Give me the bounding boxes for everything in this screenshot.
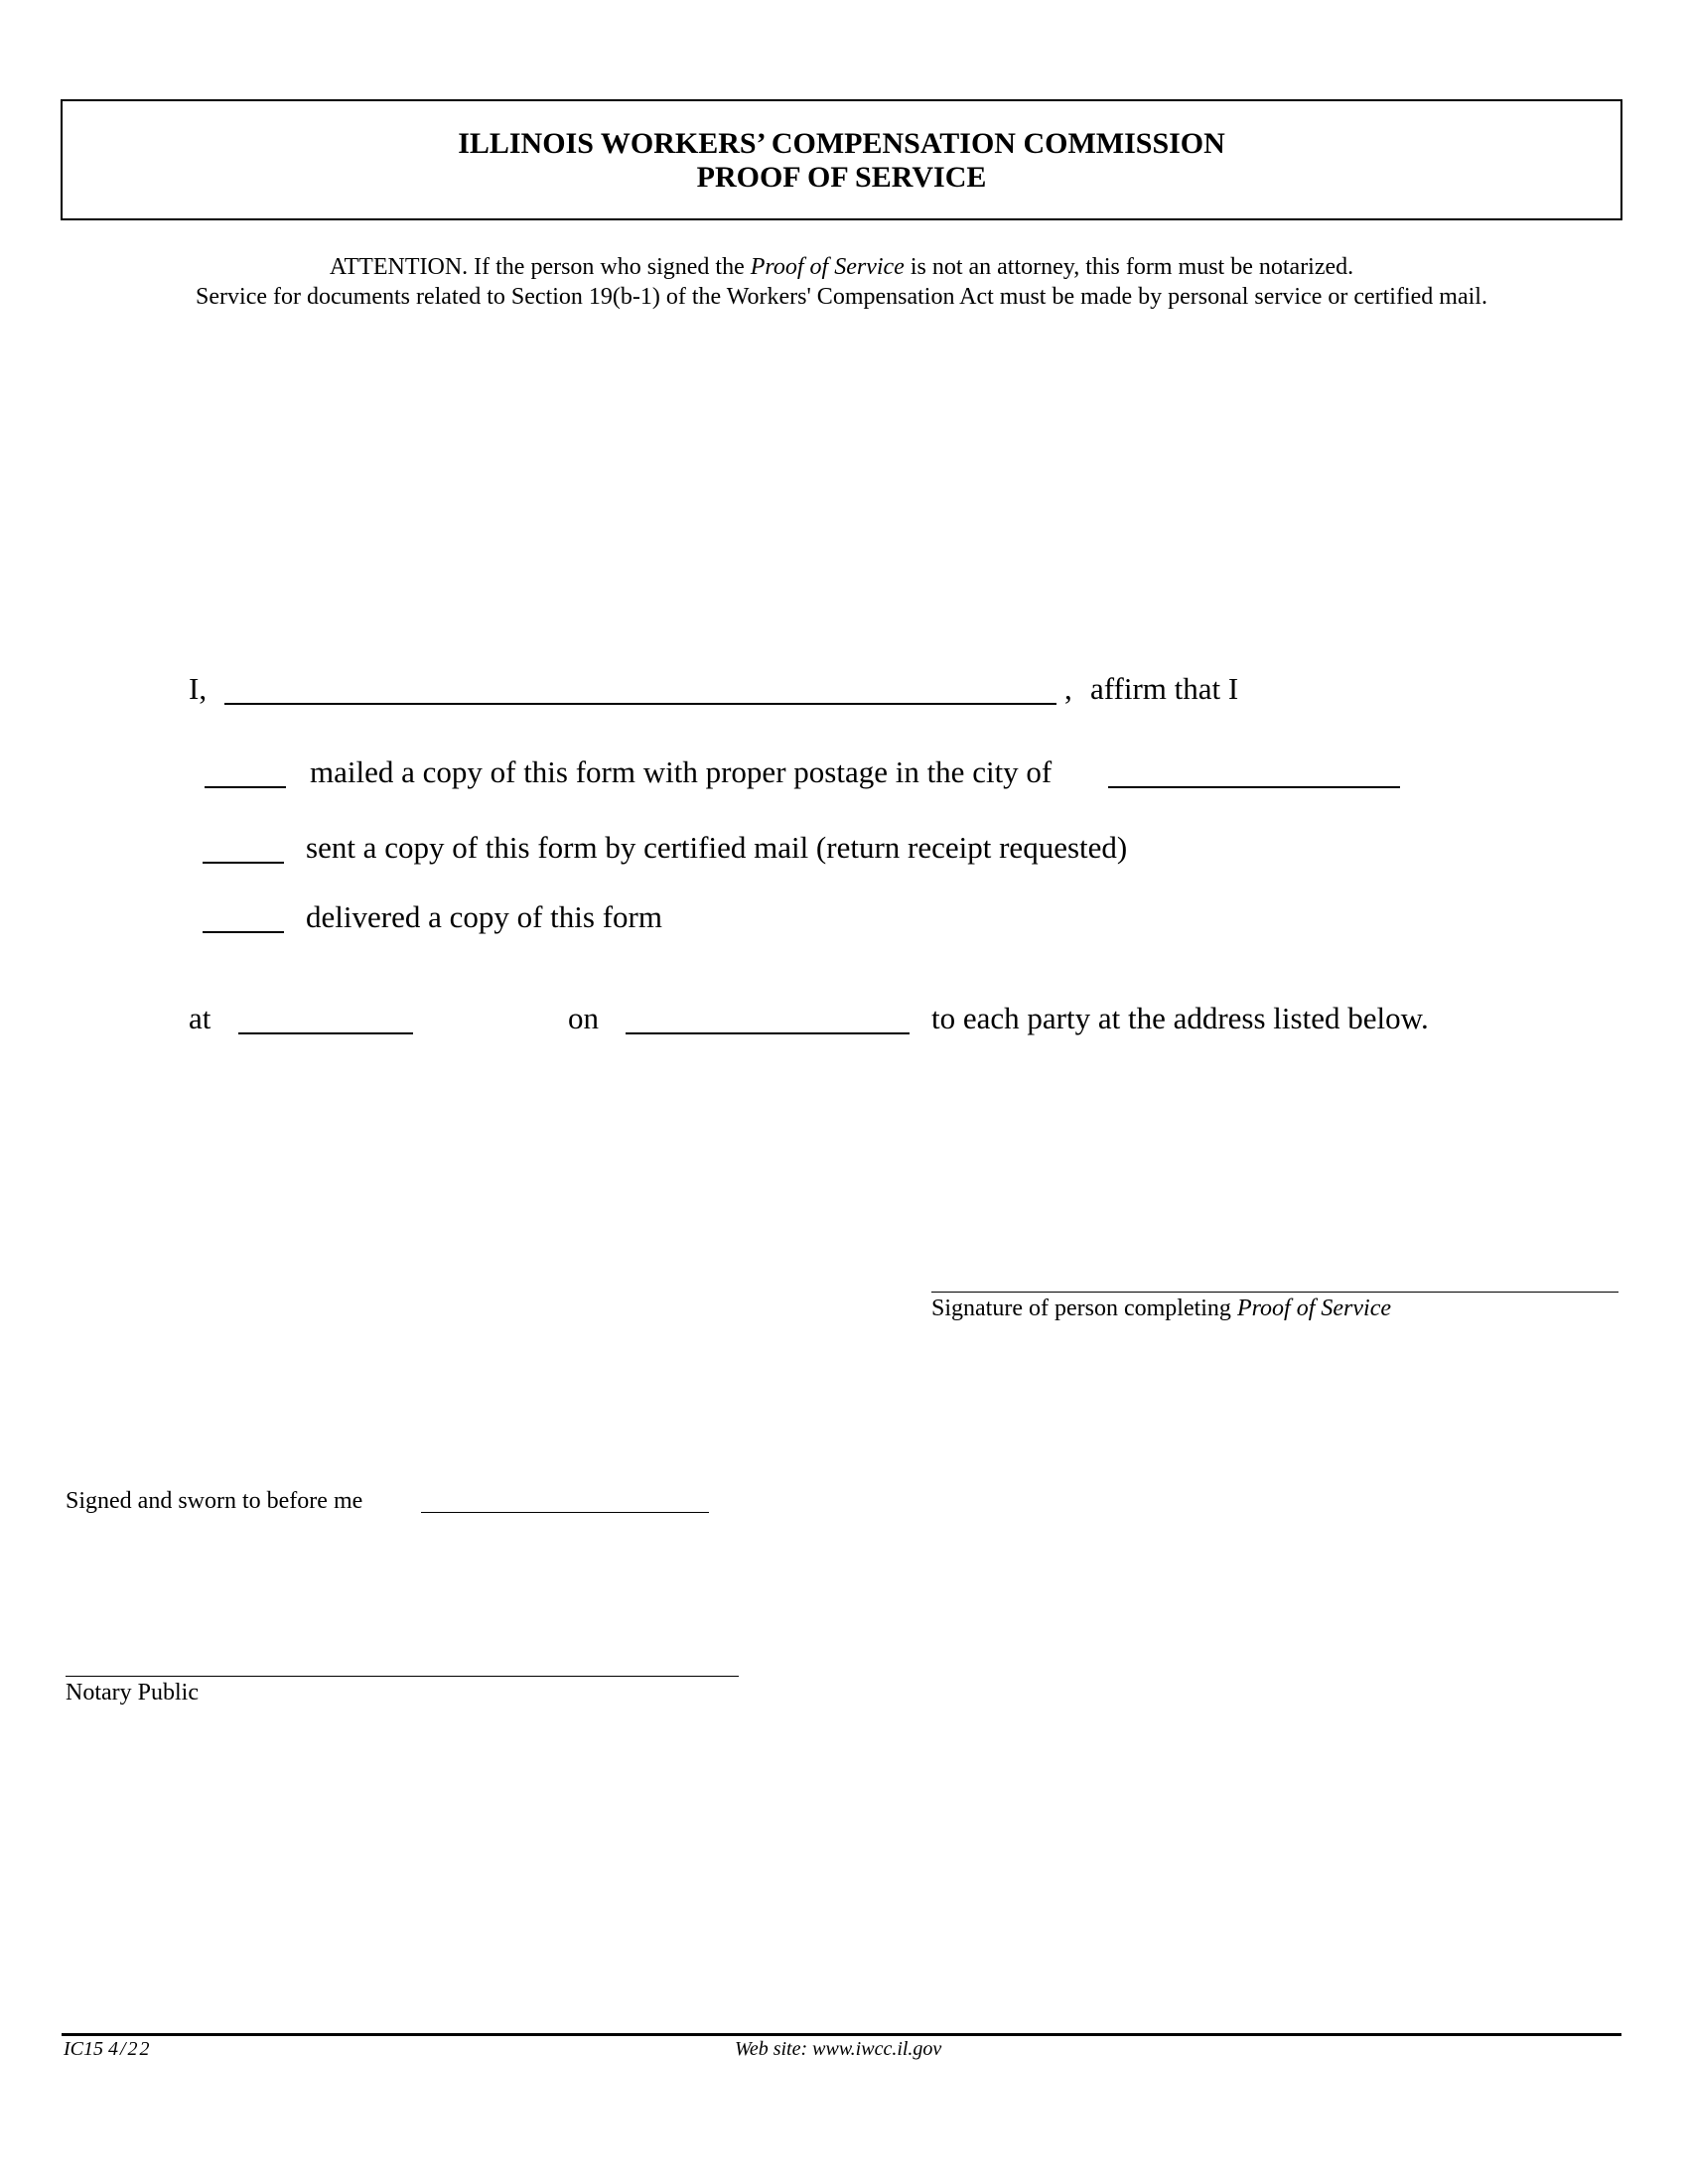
signature-label: Signature of person completing Proof of Service (931, 1296, 1391, 1321)
delivered-checkmark-blank[interactable] (203, 931, 284, 933)
address-statement: to each party at the address listed below. (931, 1001, 1429, 1035)
mailed-city-field[interactable] (1108, 786, 1400, 788)
attention-notice-line2: Service for documents related to Section 19(b-1) of the Workers' Compensation Act must be made by personal service or certified mail. (196, 284, 1487, 310)
on-label: on (568, 1001, 599, 1035)
footer-rule (62, 2033, 1621, 2036)
certified-option-label: sent a copy of this form by certified mail (return receipt requested) (306, 830, 1128, 865)
affirmant-name-field[interactable] (224, 703, 1056, 705)
date-field[interactable] (626, 1032, 910, 1034)
affirm-comma: , (1064, 671, 1072, 706)
commission-title: ILLINOIS WORKERS’ COMPENSATION COMMISSION (458, 127, 1225, 160)
attention-notice-line1: ATTENTION. If the person who signed the Proof of Service is not an attorney, this form must be notarized. (329, 254, 1354, 280)
form-title: PROOF OF SERVICE (696, 161, 987, 194)
sworn-label: Signed and sworn to before me (66, 1488, 363, 1514)
notary-signature-line[interactable] (66, 1676, 739, 1677)
mailed-option-label: mailed a copy of this form with proper postage in the city of (310, 754, 1053, 789)
affirm-suffix: affirm that I (1090, 671, 1239, 706)
affirm-prefix: I, (189, 671, 208, 706)
form-id: IC15 4/22 (64, 2038, 152, 2060)
delivered-option-label: delivered a copy of this form (306, 899, 662, 934)
mailed-checkmark-blank[interactable] (205, 786, 286, 788)
website-label: Web site: www.iwcc.il.gov (735, 2038, 942, 2060)
notary-label: Notary Public (66, 1680, 199, 1706)
form-title-box (61, 99, 1622, 220)
time-field[interactable] (238, 1032, 413, 1034)
certified-checkmark-blank[interactable] (203, 862, 284, 864)
sworn-date-field[interactable] (421, 1512, 709, 1513)
signature-line[interactable] (931, 1292, 1618, 1293)
at-label: at (189, 1001, 211, 1035)
